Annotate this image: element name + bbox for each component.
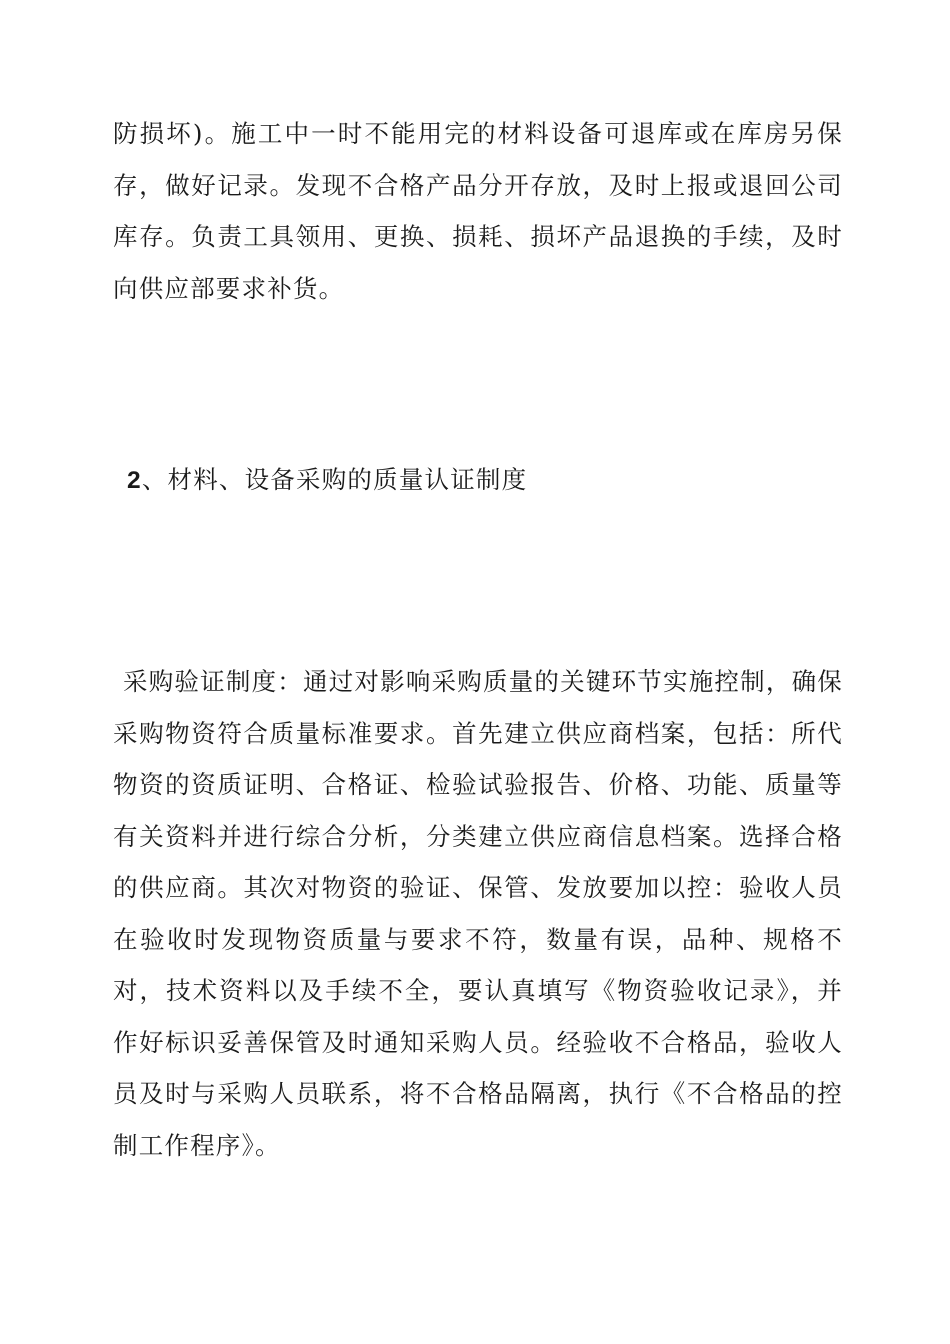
section-number: 2: [127, 467, 142, 494]
body-paragraph-procurement: 采购验证制度：通过对影响采购质量的关键环节实施控制，确保采购物资符合质量标准要求。首先建立供应商档案，包括：所代物资的资质证明、合格证、检验试验报告、价格、功能、质量等有关资料并进行综合分析，分类建立供应商信息档案。选择合格的供应商。其次对物资的验证、保管、发放要加以控：验收人员在验收时发现物资质量与要求不符，数量有误，品种、规格不对，技术资料以及手续不全，要认真填写《物资验收记录》，并作好标识妥善保管及时通知采购人员。经验收不合格品，验收人员及时与采购人员联系，将不合格品隔离，执行《不合格品的控制工作程序》。: [113, 667, 843, 1160]
body-paragraph-storage: 防损坏)。施工中一时不能用完的材料设备可退库或在库房另保存，做好记录。发现不合格产品分开存放，及时上报或退回公司库存。负责工具领用、更换、损耗、损坏产品退换的手续，及时向供应部要求补货。: [113, 119, 843, 303]
section-heading: [127, 458, 527, 503]
section-title: 、材料、设备采购的质量认证制度: [141, 465, 528, 494]
